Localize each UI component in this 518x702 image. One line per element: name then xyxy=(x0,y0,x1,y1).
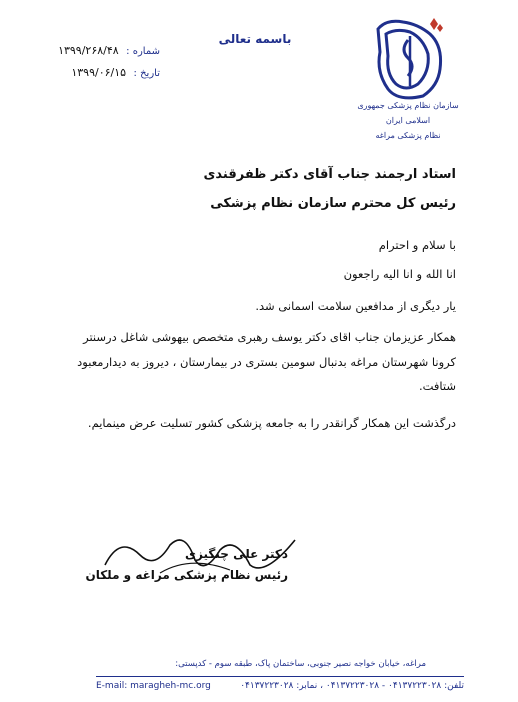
footer-divider xyxy=(96,676,464,677)
date-label: تاریخ : xyxy=(133,68,160,79)
letter-date-row xyxy=(30,66,160,79)
logo-caption-line1: سازمان نظام پزشکی جمهوری اسلامی ایران xyxy=(357,101,459,125)
signatory-title: رئیس نظام پزشکی مراغه و ملکان xyxy=(85,568,288,582)
addressee-title: رئیس کل محترم سازمان نظام پزشکی xyxy=(210,196,456,211)
number-label: شماره : xyxy=(126,46,160,57)
footer-phones: تلفن: ۰۴۱۳۷۲۲۳۰۲۸ - ۰۴۱۳۷۲۲۳۰۲۸ ، نمابر: ۰۴۱۳۷۲۲۳۰۲۸ xyxy=(240,681,464,691)
letter-number-row xyxy=(30,44,160,57)
body-verse: انا الله و انا الیه راجعون xyxy=(343,267,456,281)
addressee-name: استاد ارجمند جناب آقای دکتر ظفرقندی xyxy=(203,167,456,182)
letter-motto: باسمه تعالی xyxy=(218,32,292,46)
logo-caption-line2: نظام پزشکی مراغه xyxy=(375,131,441,140)
footer-address: مراغه، خیابان خواجه نصیر جنوبی، ساختمان پاک، طبقه سوم - کدپستی: xyxy=(175,659,426,669)
body-line: کرونا شهرستان مراغه بدنبال سومین بستری در بیمارستان ، دیروز به دیدارمعبود xyxy=(77,355,456,369)
footer-email[interactable]: E-mail: maragheh-mc.org xyxy=(96,681,211,691)
body-line: همکار عزیزمان جناب اقای دکتر یوسف رهبری متخصص بیهوشی شاغل درسنتر xyxy=(83,330,456,344)
medical-council-logo-icon xyxy=(368,14,458,104)
signatory-name: دکتر علی چنگیزی xyxy=(185,547,288,561)
body-line: شتافت. xyxy=(418,379,456,393)
date-value: ۱۳۹۹/۰۶/۱۵ xyxy=(71,66,127,79)
body-line: درگذشت این همکار گرانقدر را به جامعه پزشکی کشور تسلیت عرض مینمایم. xyxy=(87,416,456,430)
body-line: یار دیگری از مدافعین سلامت اسمانی شد. xyxy=(255,299,456,313)
footer-contact xyxy=(96,681,464,691)
logo-caption xyxy=(353,98,463,143)
number-value: ۱۳۹۹/۲۶۸/۴۸ xyxy=(58,44,119,57)
body-greeting: با سلام و احترام xyxy=(378,238,456,252)
